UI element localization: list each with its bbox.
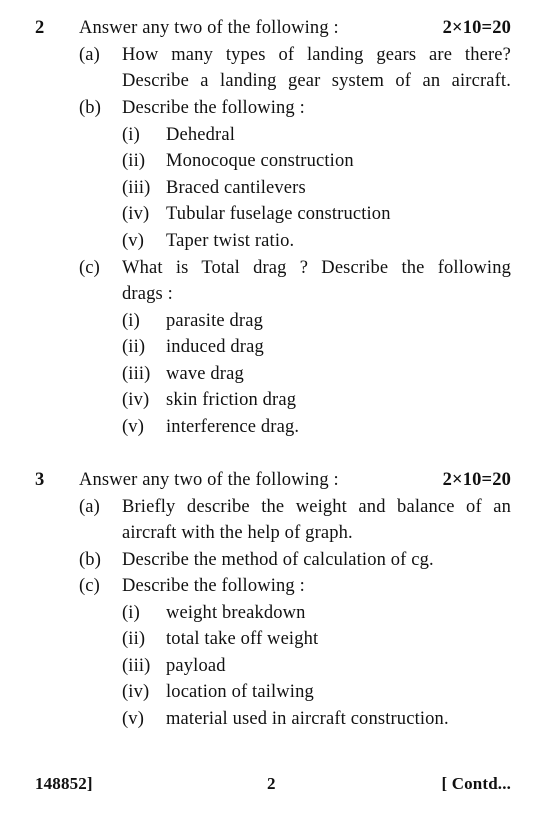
- question-3-marks: 2×10=20: [442, 470, 511, 490]
- q3-c-item-label: (v): [122, 709, 145, 729]
- q2-b-item-text: Taper twist ratio.: [166, 231, 295, 251]
- q2-b-item-label: (i): [122, 125, 140, 145]
- q2-c-item-label: (iv): [122, 390, 150, 410]
- q3-c-item-text: material used in aircraft construction.: [166, 709, 449, 729]
- q3-c-item-text: payload: [166, 656, 226, 676]
- q2-c-line2: drags :: [122, 284, 173, 304]
- q2-c-item-text: induced drag: [166, 337, 264, 357]
- footer-paper-code: 148852]: [35, 774, 93, 793]
- q2-c-label: (c): [79, 258, 100, 278]
- q2-b-item-label: (ii): [122, 151, 146, 171]
- q2-c-item-label: (ii): [122, 337, 146, 357]
- q3-c-item-label: (ii): [122, 629, 146, 649]
- q3-c-item-label: (iii): [122, 656, 151, 676]
- question-3-instruction: Answer any two of the following :: [79, 470, 339, 490]
- question-2-number: 2: [35, 18, 45, 38]
- q3-c-label: (c): [79, 576, 100, 596]
- q2-b-item-text: Monocoque construction: [166, 151, 354, 171]
- q3-a-line2: aircraft with the help of graph.: [122, 523, 353, 543]
- q3-c-item-label: (iv): [122, 682, 150, 702]
- question-2-marks: 2×10=20: [442, 18, 511, 38]
- q3-c-item-label: (i): [122, 603, 140, 623]
- q3-c-item-text: location of tailwing: [166, 682, 314, 702]
- q2-b-text: Describe the following :: [122, 98, 305, 118]
- q2-c-item-label: (v): [122, 417, 145, 437]
- q2-b-item-text: Dehedral: [166, 125, 235, 145]
- q2-b-item-label: (iii): [122, 178, 151, 198]
- q3-b-text: Describe the method of calculation of cg.: [122, 550, 434, 570]
- q2-c-item-text: wave drag: [166, 364, 244, 384]
- q3-c-item-text: weight breakdown: [166, 603, 306, 623]
- q2-b-item-label: (v): [122, 231, 145, 251]
- q2-c-item-text: skin friction drag: [166, 390, 297, 410]
- footer-continued: [ Contd...: [441, 774, 511, 793]
- footer-page-number: 2: [267, 774, 276, 793]
- question-2-instruction: Answer any two of the following :: [79, 18, 339, 38]
- q3-c-item-text: total take off weight: [166, 629, 319, 649]
- q3-b-label: (b): [79, 550, 102, 570]
- q2-a-line2: Describe a landing gear system of an aircraft.: [122, 71, 511, 91]
- q2-c-item-text: interference drag.: [166, 417, 300, 437]
- q2-c-line1: What is Total drag ? Describe the following: [122, 258, 511, 278]
- q2-b-item-text: Braced cantilevers: [166, 178, 306, 198]
- q3-a-label: (a): [79, 497, 100, 517]
- q2-c-item-text: parasite drag: [166, 311, 263, 331]
- q3-c-text: Describe the following :: [122, 576, 305, 596]
- q2-c-item-label: (i): [122, 311, 140, 331]
- q2-a-label: (a): [79, 45, 100, 65]
- q2-b-label: (b): [79, 98, 102, 118]
- q2-a-line1: How many types of landing gears are there?: [122, 45, 511, 65]
- question-3-number: 3: [35, 470, 45, 490]
- q2-c-item-label: (iii): [122, 364, 151, 384]
- q3-a-line1: Briefly describe the weight and balance of an: [122, 497, 511, 517]
- q2-b-item-text: Tubular fuselage construction: [166, 204, 391, 224]
- q2-b-item-label: (iv): [122, 204, 150, 224]
